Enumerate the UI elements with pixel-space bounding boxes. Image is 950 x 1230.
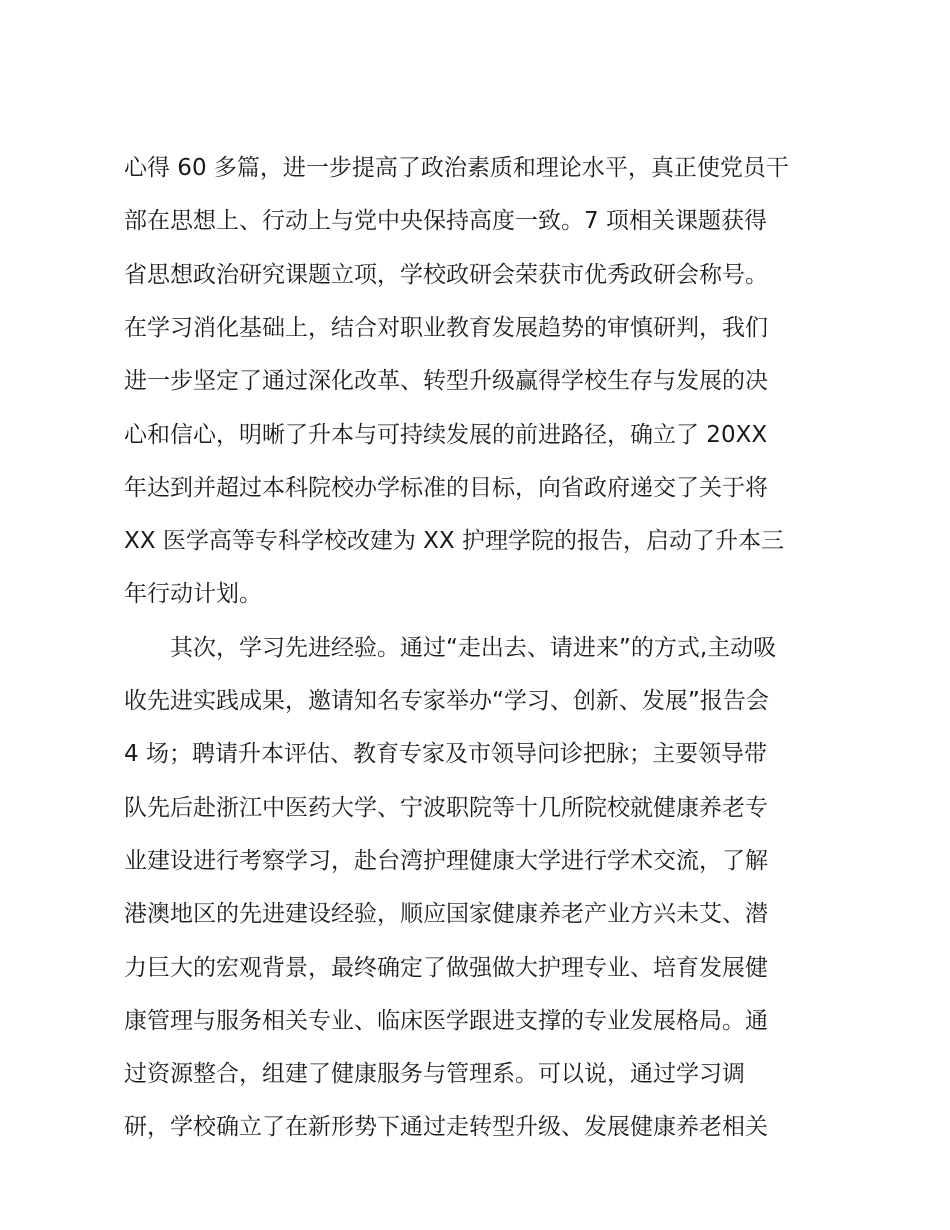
paragraph-first-line: 其次，学习先进经验。通过“走出去、请进来”的方式,主动吸 — [170, 635, 777, 661]
text-line: 在学习消化基础上，结合对职业教育发展趋势的审慎研判，我们 — [124, 315, 768, 341]
text-line: 省思想政治研究课题立项，学校政研会荣获市优秀政研会称号。 — [124, 262, 768, 288]
text-line: 心得 60 多篇，进一步提高了政治素质和理论水平，真正使党员干 — [124, 155, 789, 181]
text-line: 年达到并超过本科院校办学标准的目标，向省政府递交了关于将 — [124, 475, 768, 501]
text-line: 业建设进行考察学习，赴台湾护理健康大学进行学术交流，了解 — [124, 848, 768, 874]
text-line: XX 医学高等专科学校改建为 XX 护理学院的报告，启动了升本三 — [124, 528, 784, 554]
text-line: 港澳地区的先进建设经验，顺应国家健康养老产业方兴未艾、潜 — [124, 901, 768, 927]
text-line: 研，学校确立了在新形势下通过走转型升级、发展健康养老相关 — [124, 1114, 768, 1140]
text-line: 力巨大的宏观背景，最终确定了做强做大护理专业、培育发展健 — [124, 955, 768, 981]
text-line: 4 场；聘请升本评估、教育专家及市领导问诊把脉；主要领导带 — [124, 741, 767, 767]
text-line: 年行动计划。 — [124, 581, 262, 607]
text-line: 收先进实践成果，邀请知名专家举办“学习、创新、发展”报告会 — [124, 688, 769, 714]
text-line: 心和信心，明晰了升本与可持续发展的前进路径，确立了 20XX — [124, 422, 768, 448]
text-line: 过资源整合，组建了健康服务与管理系。可以说，通过学习调 — [124, 1061, 745, 1087]
text-line: 部在思想上、行动上与党中央保持高度一致。7 项相关课题获得 — [124, 208, 767, 234]
text-line: 队先后赴浙江中医药大学、宁波职院等十几所院校就健康养老专 — [124, 795, 768, 821]
text-line: 进一步坚定了通过深化改革、转型升级赢得学校生存与发展的决 — [124, 368, 768, 394]
text-line: 康管理与服务相关专业、临床医学跟进支撑的专业发展格局。通 — [124, 1008, 768, 1034]
